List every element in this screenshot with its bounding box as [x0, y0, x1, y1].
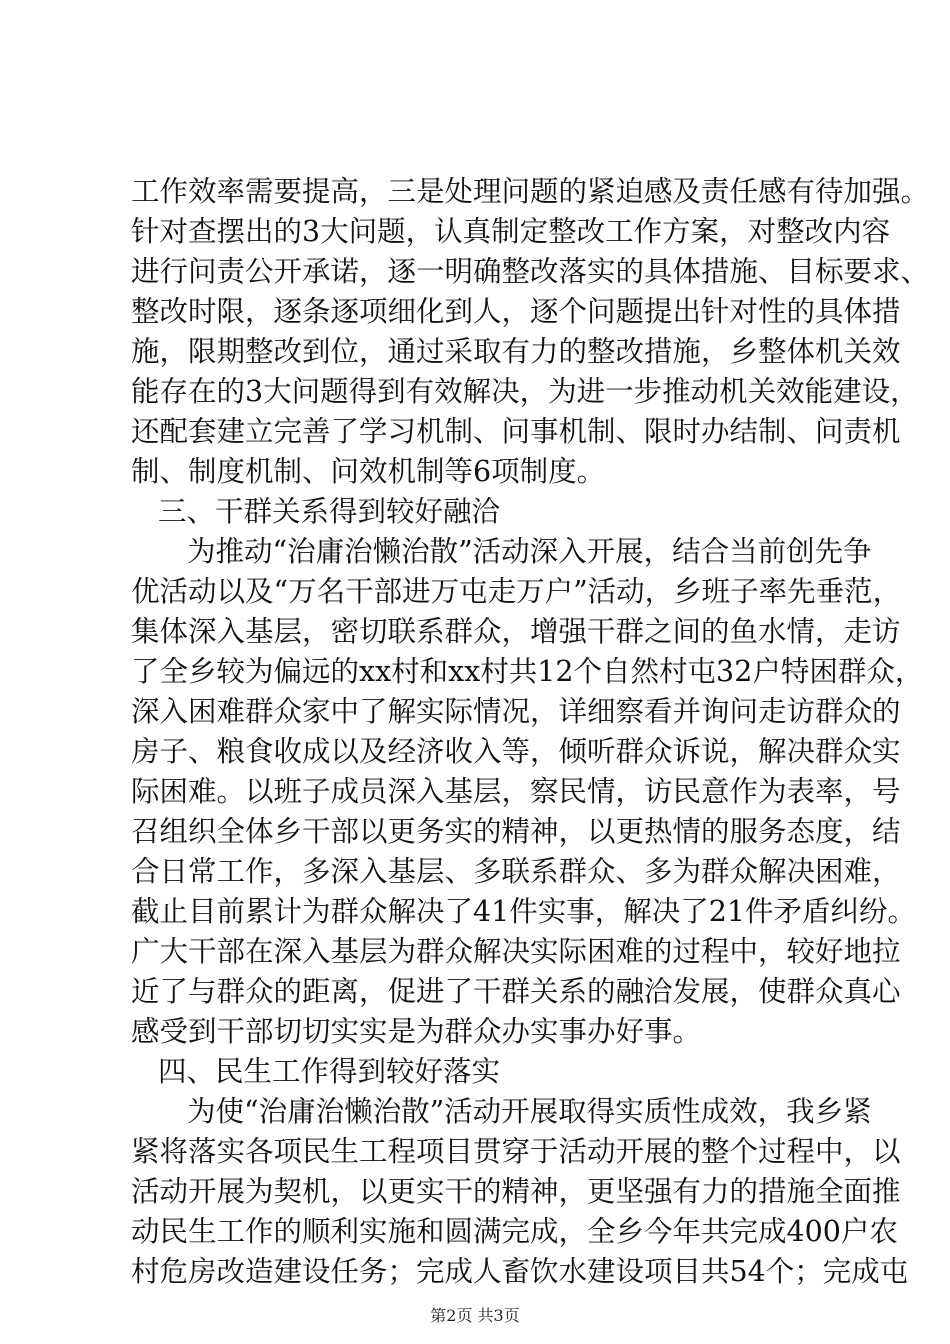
- text-line: 进行问责公开承诺，逐一明确整改落实的具体措施、目标要求、: [131, 255, 930, 288]
- text-line: 动民生工作的顺利实施和圆满完成，全乡今年共完成400户农: [131, 1215, 898, 1248]
- text-line: 广大干部在深入基层为群众解决实际困难的过程中，较好地拉: [131, 935, 901, 968]
- text-line: 工作效率需要提高，三是处理问题的紧迫感及责任感有待加强。: [131, 175, 930, 208]
- text-line: 为使“治庸治懒治散”活动开展取得实质性成效，我乡紧: [187, 1095, 872, 1128]
- text-line: 集体深入基层，密切联系群众，增强干群之间的鱼水情，走访: [131, 615, 901, 648]
- text-line: 合日常工作，多深入基层、多联系群众、多为群众解决困难，: [131, 855, 901, 888]
- text-line: 了全乡较为偏远的xx村和xx村共12个自然村屯32户特困群众，: [131, 655, 924, 688]
- text-line: 深入困难群众家中了解实际情况，详细察看并询问走访群众的: [131, 695, 901, 728]
- text-line: 紧将落实各项民生工程项目贯穿于活动开展的整个过程中，以: [131, 1135, 901, 1168]
- section-heading: 四、民生工作得到较好落实: [158, 1055, 501, 1088]
- text-line: 能存在的3大问题得到有效解决，为进一步推动机关效能建设，: [131, 375, 919, 408]
- text-line: 房子、粮食收成以及经济收入等，倾听群众诉说，解决群众实: [131, 735, 901, 768]
- text-line: 为推动“治庸治懒治散”活动深入开展，结合当前创先争: [187, 535, 872, 568]
- text-line: 近了与群众的距离，促进了干群关系的融洽发展，使群众真心: [131, 975, 901, 1008]
- text-line: 村危房改造建设任务；完成人畜饮水建设项目共54个；完成屯: [131, 1255, 909, 1288]
- text-line: 活动开展为契机，以更实干的精神，更坚强有力的措施全面推: [131, 1175, 901, 1208]
- page-footer: 第2页 共3页: [430, 1306, 520, 1325]
- text-line: 针对查摆出的3大问题，认真制定整改工作方案，对整改内容: [131, 215, 891, 248]
- text-line: 际困难。以班子成员深入基层，察民情，访民意作为表率，号: [131, 775, 901, 808]
- text-line: 还配套建立完善了学习机制、问事机制、限时办结制、问责机: [131, 415, 901, 448]
- section-heading: 三、干群关系得到较好融洽: [158, 495, 501, 528]
- text-line: 召组织全体乡干部以更务实的精神，以更热情的服务态度，结: [131, 815, 901, 848]
- text-line: 感受到干部切切实实是为群众办实事办好事。: [131, 1015, 702, 1048]
- text-line: 制、制度机制、问效机制等6项制度。: [131, 455, 606, 488]
- text-line: 整改时限，逐条逐项细化到人，逐个问题提出针对性的具体措: [131, 295, 901, 328]
- text-line: 施，限期整改到位，通过采取有力的整改措施，乡整体机关效: [131, 335, 901, 368]
- text-line: 截止目前累计为群众解决了41件实事，解决了21件矛盾纠纷。: [131, 895, 917, 928]
- text-line: 优活动以及“万名干部进万屯走万户”活动，乡班子率先垂范，: [131, 575, 902, 608]
